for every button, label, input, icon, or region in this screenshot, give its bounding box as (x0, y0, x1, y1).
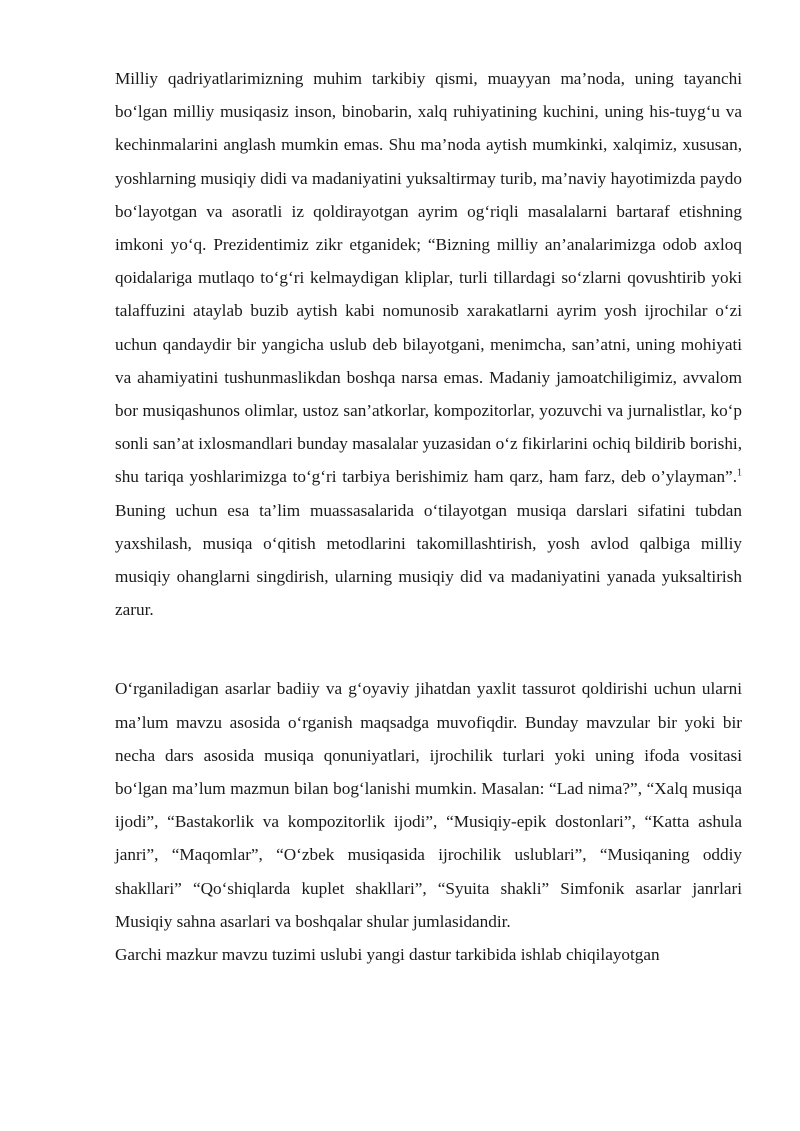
paragraph-1-text: Milliy qadriyatlarimizning muhim tarkibiy qismi, muayyan ma’noda, uning tayanchi bo‘lgan milliy musiqasiz inson, binobarin, xalq ruhiyatining kuchini, uning his-tuyg‘u va kechinmalarini anglash mumkin emas. Shu ma’noda aytish mumkinki, xalqimiz, xususan, yoshlarning musiqiy didi va madaniyatini yuksaltirmay turib, ma’naviy hayotimizda paydo bo‘layotgan va asoratli iz qoldirayotgan ayrim og‘riqli masalalarni bartaraf etishning imkoni yo‘q. Prezidentimiz zikr etganidek; “Bizning milliy an’analarimizga odob axloq qoidalariga mutlaqo to‘g‘ri kelmaydigan kliplar, turli tillardagi so‘zlarni qovushtirib yoki talaffuzini ataylab buzib aytish kabi nomunosib xarakatlarni ayrim yosh ijrochilar o‘zi uchun qandaydir bir yangicha uslub deb bilayotgani, menimcha, san’atni, uning mohiyati va ahamiyatini tushunmaslikdan boshqa narsa emas. Madaniy jamoatchiligimiz, avvalom bor musiqashunos olimlar, ustoz san’atkorlar, kompozitorlar, yozuvchi va jurnalistlar, ko‘p sonli san’at ixlosmandlari bunday masalalar yuzasidan o‘z fikirlarini ochiq bildirib borishi, shu tariqa yoshlarimizga to‘g‘ri tarbiya berishimiz ham qarz, ham farz, deb o’ylayman”. (115, 69, 742, 487)
paragraph-spacer (115, 626, 742, 672)
paragraph-1-continuation: Buning uchun esa ta’lim muassasalarida o‘tilayotgan musiqa darslari sifatini tubdan yaxshilash, musiqa o‘qitish metodlarini takomillashtirish, yosh avlod qalbiga milliy musiqiy ohanglarni singdirish, ularning musiqiy did va madaniyatini yanada yuksaltirish zarur. (115, 500, 742, 620)
document-page (115, 62, 742, 971)
paragraph-2: O‘rganiladigan asarlar badiiy va g‘oyaviy jihatdan yaxlit tassurot qoldirishi uchun ularni ma’lum mavzu asosida o‘rganish maqsadga muvofiqdir. Bunday mavzular bir yoki bir necha dars asosida musiqa qonuniyatlari, ijrochilik turlari yoki uning ifoda vositasi bo‘lgan ma’lum mazmun bilan bog‘lanishi mumkin. Masalan: “Lad nima?”, “Xalq musiqa ijodi”, “Bastakorlik va kompozitorlik ijodi”, “Musiqiy-epik dostonlari”, “Katta ashula janri”, “Maqomlar”, “O‘zbek musiqasida ijrochilik uslublari”, “Musiqaning oddiy shakllari” “Qo‘shiqlarda kuplet shakllari”, “Syuita shakli” Simfonik asarlar janrlari Musiqiy sahna asarlari va boshqalar shular jumlasidandir. (115, 679, 742, 931)
paragraph-3: Garchi mazkur mavzu tuzimi uslubi yangi dastur tarkibida ishlab chiqilayotgan (115, 945, 660, 965)
paragraph-1 (115, 62, 742, 626)
footnote-reference[interactable]: 1 (737, 467, 742, 479)
